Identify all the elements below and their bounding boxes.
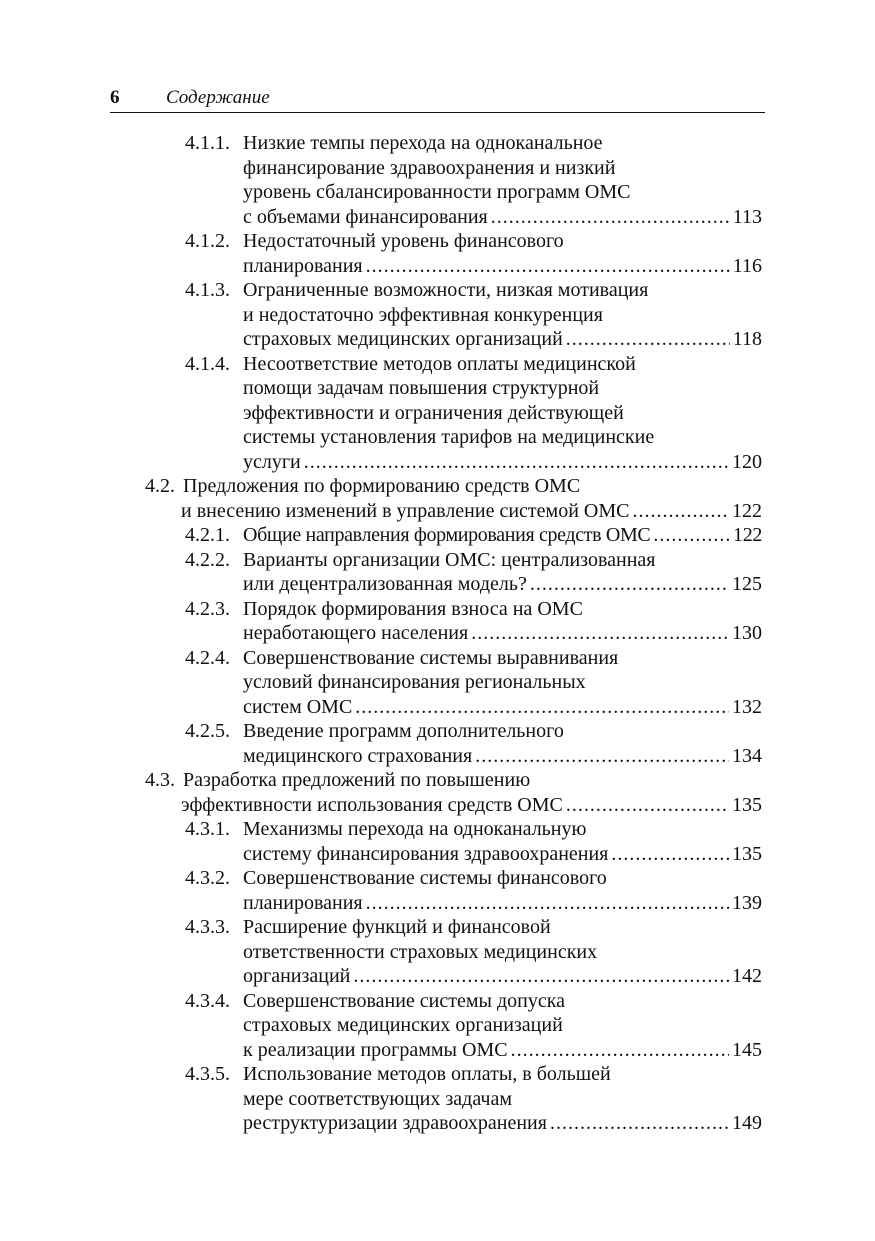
toc-entry-title: организаций (243, 965, 351, 987)
toc-entry[interactable] (185, 278, 762, 352)
toc-entry-line: системы установления тарифов на медицинские (243, 426, 655, 448)
toc-entry-title: планирования (243, 254, 363, 277)
toc-entry-title: реструктуризации здравоохранения (243, 1112, 547, 1134)
toc-page-number: 134 (732, 744, 762, 767)
toc-entry-title: услуги (243, 450, 301, 473)
toc-entry-title: Общие направления формирования средств ОМС (243, 524, 651, 546)
dot-leader (566, 327, 730, 352)
toc-entry-line: помощи задачам повышения структурной (243, 377, 600, 399)
toc-entry-line: мере соответствующих задачам (243, 1087, 512, 1110)
dot-leader (530, 572, 729, 597)
toc-entry-line: условий финансирования региональных (243, 671, 586, 693)
dot-leader (511, 1038, 729, 1063)
toc-entry-line: финансирование здравоохранения и низкий (243, 156, 616, 179)
toc-page-number: 116 (732, 254, 762, 277)
toc-entry-line: Использование методов оплаты, в большей (243, 1063, 611, 1085)
toc-entry[interactable] (185, 548, 762, 597)
toc-entry-title: медицинского страхования (243, 744, 473, 767)
toc-page-number: 145 (732, 1038, 762, 1061)
page-number: 6 (110, 87, 120, 108)
toc-page-number: 130 (732, 622, 762, 644)
toc-page-number: 122 (732, 499, 762, 522)
dot-leader (611, 842, 729, 867)
toc-entry-title: к реализации программы ОМС (243, 1038, 508, 1061)
toc-entry-number: 4.1.4. (185, 352, 230, 375)
toc-entry-line: Разработка предложений по повышению (183, 769, 531, 791)
toc-entry[interactable] (145, 768, 762, 817)
toc-entry[interactable] (185, 915, 762, 989)
toc-entry-line: Порядок формирования взноса на ОМС (243, 597, 583, 620)
toc-entry-number: 4.2.2. (185, 548, 230, 571)
dot-leader (471, 621, 729, 646)
toc-entry-title: систем ОМС (243, 695, 353, 718)
toc-entry-line (185, 842, 762, 867)
toc-entry-line (185, 572, 762, 597)
toc-page-number: 118 (732, 328, 762, 350)
toc-page-number: 135 (732, 842, 762, 865)
toc-entry-title: страховых медицинских организаций (243, 328, 563, 350)
toc-page-number: 135 (732, 793, 762, 816)
dot-leader (366, 254, 730, 279)
toc-entry-line (185, 254, 762, 279)
toc-entry-line: Варианты организации ОМС: централизованная (243, 548, 656, 571)
toc-entry-line (145, 793, 762, 818)
toc-entry-number: 4.3.3. (185, 916, 230, 938)
toc-entry-line: Совершенствование системы допуска (243, 989, 566, 1012)
toc-entry-number: 4.3.5. (185, 1063, 230, 1085)
dot-leader (632, 499, 729, 524)
dot-leader (304, 450, 729, 475)
toc-entry-line: Предложения по формированию средств ОМС (183, 475, 581, 497)
toc-entry-line (185, 450, 762, 475)
toc-entry-number: 4.3.2. (185, 867, 230, 889)
toc-entry-title: неработающего населения (243, 622, 469, 644)
toc-entry[interactable] (185, 597, 762, 646)
toc-entry-line (145, 499, 762, 524)
toc-entry[interactable] (185, 817, 762, 866)
toc-entry-line: страховых медицинских организаций (243, 1014, 563, 1036)
toc-entry-line: Низкие темпы перехода на одноканальное (243, 132, 603, 154)
toc-entry-title: систему финансирования здравоохранения (243, 842, 609, 865)
toc-entry-line: Ограниченные возможности, низкая мотивация (243, 279, 649, 301)
toc-entry-number: 4.2.5. (185, 720, 230, 742)
toc-page-number: 125 (732, 573, 762, 595)
toc-entry-line: Несоответствие методов оплаты медицинской (243, 352, 636, 375)
toc-entry[interactable] (185, 131, 762, 229)
toc-entry[interactable] (185, 866, 762, 915)
running-title: Содержание (166, 87, 270, 108)
toc-page-number: 113 (732, 205, 762, 228)
toc-page-number: 149 (732, 1112, 762, 1134)
dot-leader (566, 793, 729, 818)
toc-entry-number: 4.2.4. (185, 646, 230, 669)
dot-leader (355, 695, 729, 720)
toc-entry[interactable] (185, 646, 762, 720)
toc-entry-line: Расширение функций и финансовой (243, 916, 551, 938)
toc-entry-line (185, 523, 762, 548)
toc-entry-number: 4.2.1. (185, 524, 230, 546)
dot-leader (491, 205, 730, 230)
page-header (110, 86, 765, 113)
toc-entry-number: 4.1.1. (185, 132, 230, 154)
toc-entry-number: 4.2. (145, 475, 175, 497)
toc-page-number: 139 (732, 891, 762, 914)
toc-page-number: 122 (733, 524, 762, 546)
toc-entry-line (185, 621, 762, 646)
toc-entry-line: Введение программ дополнительного (243, 720, 564, 742)
toc-entry-number: 4.1.2. (185, 230, 230, 252)
toc-entry-number: 4.1.3. (185, 279, 230, 301)
toc-entry-line: и недостаточно эффективная конкуренция (243, 303, 603, 326)
toc-entry[interactable] (145, 474, 762, 523)
toc-entry-line (185, 205, 762, 230)
toc-entry[interactable] (185, 229, 762, 278)
table-of-contents (0, 131, 875, 1136)
toc-entry[interactable] (185, 523, 762, 548)
toc-entry-line: эффективности и ограничения действующей (243, 401, 624, 424)
toc-page-number: 142 (732, 965, 762, 987)
toc-entry-line (185, 891, 762, 916)
toc-entry-line (185, 327, 762, 352)
toc-entry-number: 4.2.3. (185, 597, 230, 620)
toc-page-number: 132 (732, 695, 762, 718)
dot-leader (653, 523, 730, 548)
toc-entry-line: Совершенствование системы финансового (243, 867, 607, 889)
toc-entry-line (185, 964, 762, 989)
toc-entry-line (185, 744, 762, 769)
toc-entry-title: планирования (243, 891, 363, 914)
toc-entry[interactable] (185, 1062, 762, 1136)
toc-entry-line (185, 1111, 762, 1136)
dot-leader (550, 1111, 729, 1136)
toc-entry-line: Совершенствование системы выравнивания (243, 646, 619, 669)
toc-entry[interactable] (185, 719, 762, 768)
toc-entry-line: Недостаточный уровень финансового (243, 230, 564, 252)
toc-entry-title: с объемами финансирования (243, 205, 488, 228)
dot-leader (366, 891, 729, 916)
toc-entry-title: или децентрализованная модель? (243, 573, 527, 595)
toc-entry-line: ответственности страховых медицинских (243, 940, 598, 963)
dot-leader (475, 744, 729, 769)
toc-entry-title: эффективности использования средств ОМС (181, 793, 563, 816)
toc-entry-line (185, 695, 762, 720)
toc-entry-line: уровень сбалансированности программ ОМС (243, 181, 631, 203)
toc-entry-line (185, 1038, 762, 1063)
dot-leader (353, 964, 729, 989)
toc-entry-title: и внесению изменений в управление системой ОМС (181, 499, 630, 522)
toc-entry[interactable] (185, 352, 762, 475)
toc-page-number: 120 (732, 450, 762, 473)
toc-entry-number: 4.3.1. (185, 818, 230, 840)
toc-entry[interactable] (185, 989, 762, 1063)
toc-entry-number: 4.3.4. (185, 989, 230, 1012)
toc-entry-line: Механизмы перехода на одноканальную (243, 818, 587, 840)
toc-entry-number: 4.3. (145, 769, 175, 791)
